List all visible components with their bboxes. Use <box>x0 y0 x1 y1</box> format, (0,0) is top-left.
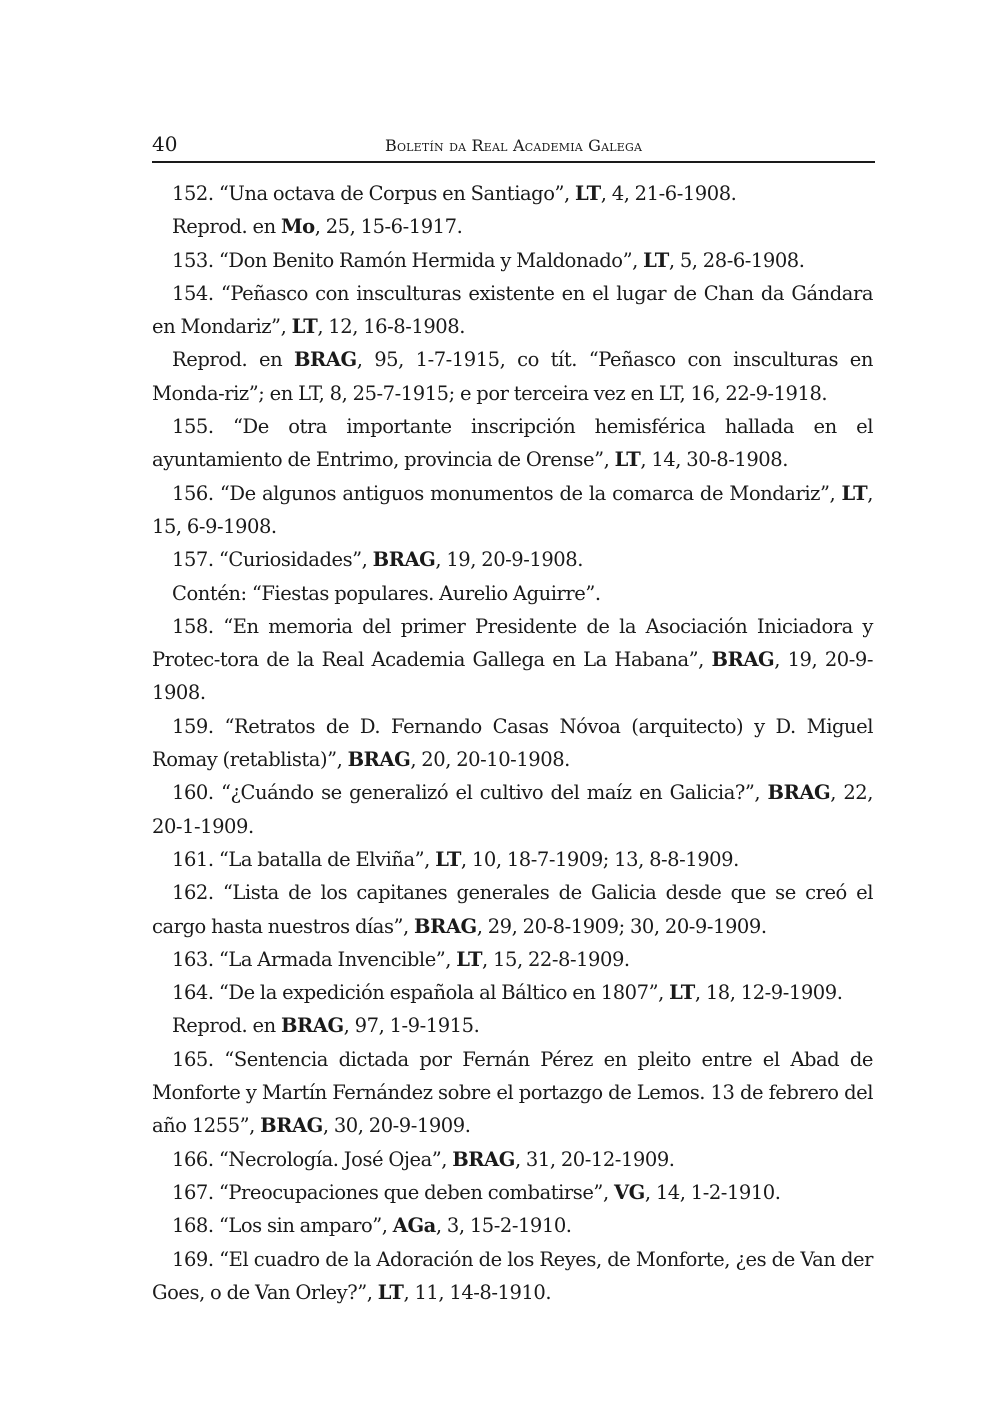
entry-158: 158. “En memoria del primer Presidente de la Asociación Iniciadora y Protec-tora de la Real Academia Gallega en La Habana”, BRAG, 19, 20-9-1908. <box>152 614 873 705</box>
publication-ref: BRAG <box>260 1114 323 1138</box>
entry-153: 153. “Don Benito Ramón Hermida y Maldonado”, LT, 5, 28-6-1908. <box>172 248 805 272</box>
entry-163: 163. “La Armada Invencible”, LT, 15, 22-8-1909. <box>172 947 630 971</box>
entry-164-note: Reprod. en BRAG, 97, 1-9-1915. <box>172 1014 480 1038</box>
entry-164: 164. “De la expedición española al Báltico en 1807”, LT, 18, 12-9-1909. <box>172 981 843 1005</box>
publication-ref: LT <box>435 847 461 871</box>
entry-166: 166. “Necrología. José Ojea”, BRAG, 31, 20-12-1909. <box>172 1147 675 1171</box>
publication-ref: LT <box>291 315 318 339</box>
entry-162: 162. “Lista de los capitanes generales de Galicia desde que se creó el cargo hasta nuestros días”, BRAG, 29, 20-8-1909; 30, 20-9-1909. <box>152 881 873 938</box>
publication-ref: BRAG <box>452 1147 515 1171</box>
entry-152-note: Reprod. en Mo, 25, 15-6-1917. <box>172 215 463 239</box>
publication-ref: BRAG <box>372 548 436 572</box>
page-number: 40 <box>152 132 178 156</box>
header-rule <box>152 161 875 163</box>
publication-ref: LT <box>575 182 601 205</box>
entry-159: 159. “Retratos de D. Fernando Casas Nóvoa (arquitecto) y D. Miguel Romay (retablista)”, BRAG, 20, 20-10-1908. <box>152 714 873 772</box>
publication-ref: LT <box>643 248 669 272</box>
entry-169: 169. “El cuadro de la Adoración de los Reyes, de Monforte, ¿es de Van der Goes, o de Van Orley?”, LT, 11, 14-8-1910. <box>152 1247 873 1304</box>
entry-157-note: Contén: “Fiestas populares. Aurelio Aguirre”. <box>172 581 601 605</box>
publication-ref: BRAG <box>767 781 831 805</box>
entry-155: 155. “De otra importante inscripción hemisférica hallada en el ayuntamiento de Entrimo, provincia de Orense”, LT, 14, 30-8-1908. <box>152 415 873 472</box>
publication-ref: BRAG <box>347 748 411 772</box>
publication-ref: LT <box>614 448 641 472</box>
publication-ref: LT <box>456 947 483 971</box>
entry-161: 161. “La batalla de Elviña”, LT, 10, 18-7-1909; 13, 8-8-1909. <box>172 847 739 871</box>
entry-168: 168. “Los sin amparo”, AGa, 3, 15-2-1910. <box>172 1214 572 1238</box>
page-header <box>152 130 875 160</box>
publication-ref: LT <box>841 481 868 505</box>
publication-ref: BRAG <box>711 648 775 672</box>
entry-154: 154. “Peñasco con insculturas existente en el lugar de Chan da Gándara en Mondariz”, LT, 12, 16-8-1908. <box>152 281 873 339</box>
publication-ref: LT <box>669 981 695 1005</box>
entry-165: 165. “Sentencia dictada por Fernán Pérez en pleito entre el Abad de Monforte y Martín Fernández sobre el portazgo de Lemos. 13 de febrero del año 1255”, BRAG, 30, 20-9-1909. <box>152 1047 873 1138</box>
entry-157: 157. “Curiosidades”, BRAG, 19, 20-9-1908. <box>172 548 583 572</box>
entry-160: 160. “¿Cuándo se generalizó el cultivo del maíz en Galicia?”, BRAG, 22, 20-1-1909. <box>152 781 873 838</box>
publication-ref: Mo <box>281 215 315 239</box>
publication-ref: AGa <box>392 1214 436 1238</box>
entry-152: 152. “Una octava de Corpus en Santiago”, LT, 4, 21-6-1908. <box>172 182 737 205</box>
entry-167: 167. “Preocupaciones que deben combatirse”, VG, 14, 1-2-1910. <box>172 1180 781 1204</box>
publication-ref: VG <box>613 1180 645 1204</box>
bibliography-list <box>152 177 873 1309</box>
publication-ref: BRAG <box>414 914 477 938</box>
publication-ref: LT <box>377 1280 404 1304</box>
publication-ref: BRAG <box>281 1014 344 1038</box>
entry-156: 156. “De algunos antiguos monumentos de la comarca de Mondariz”, LT, 15, 6-9-1908. <box>152 481 873 538</box>
running-title: Boletín da Real Academia Galega <box>385 136 643 155</box>
publication-ref: BRAG <box>294 348 357 372</box>
entry-154-note: Reprod. en BRAG, 95, 1-7-1915, co tít. “Peñasco con insculturas en Monda-riz”; en LT, 8, 25-7-1915; e por terceira vez en LT, 16, 22-9-1918. <box>152 348 873 405</box>
